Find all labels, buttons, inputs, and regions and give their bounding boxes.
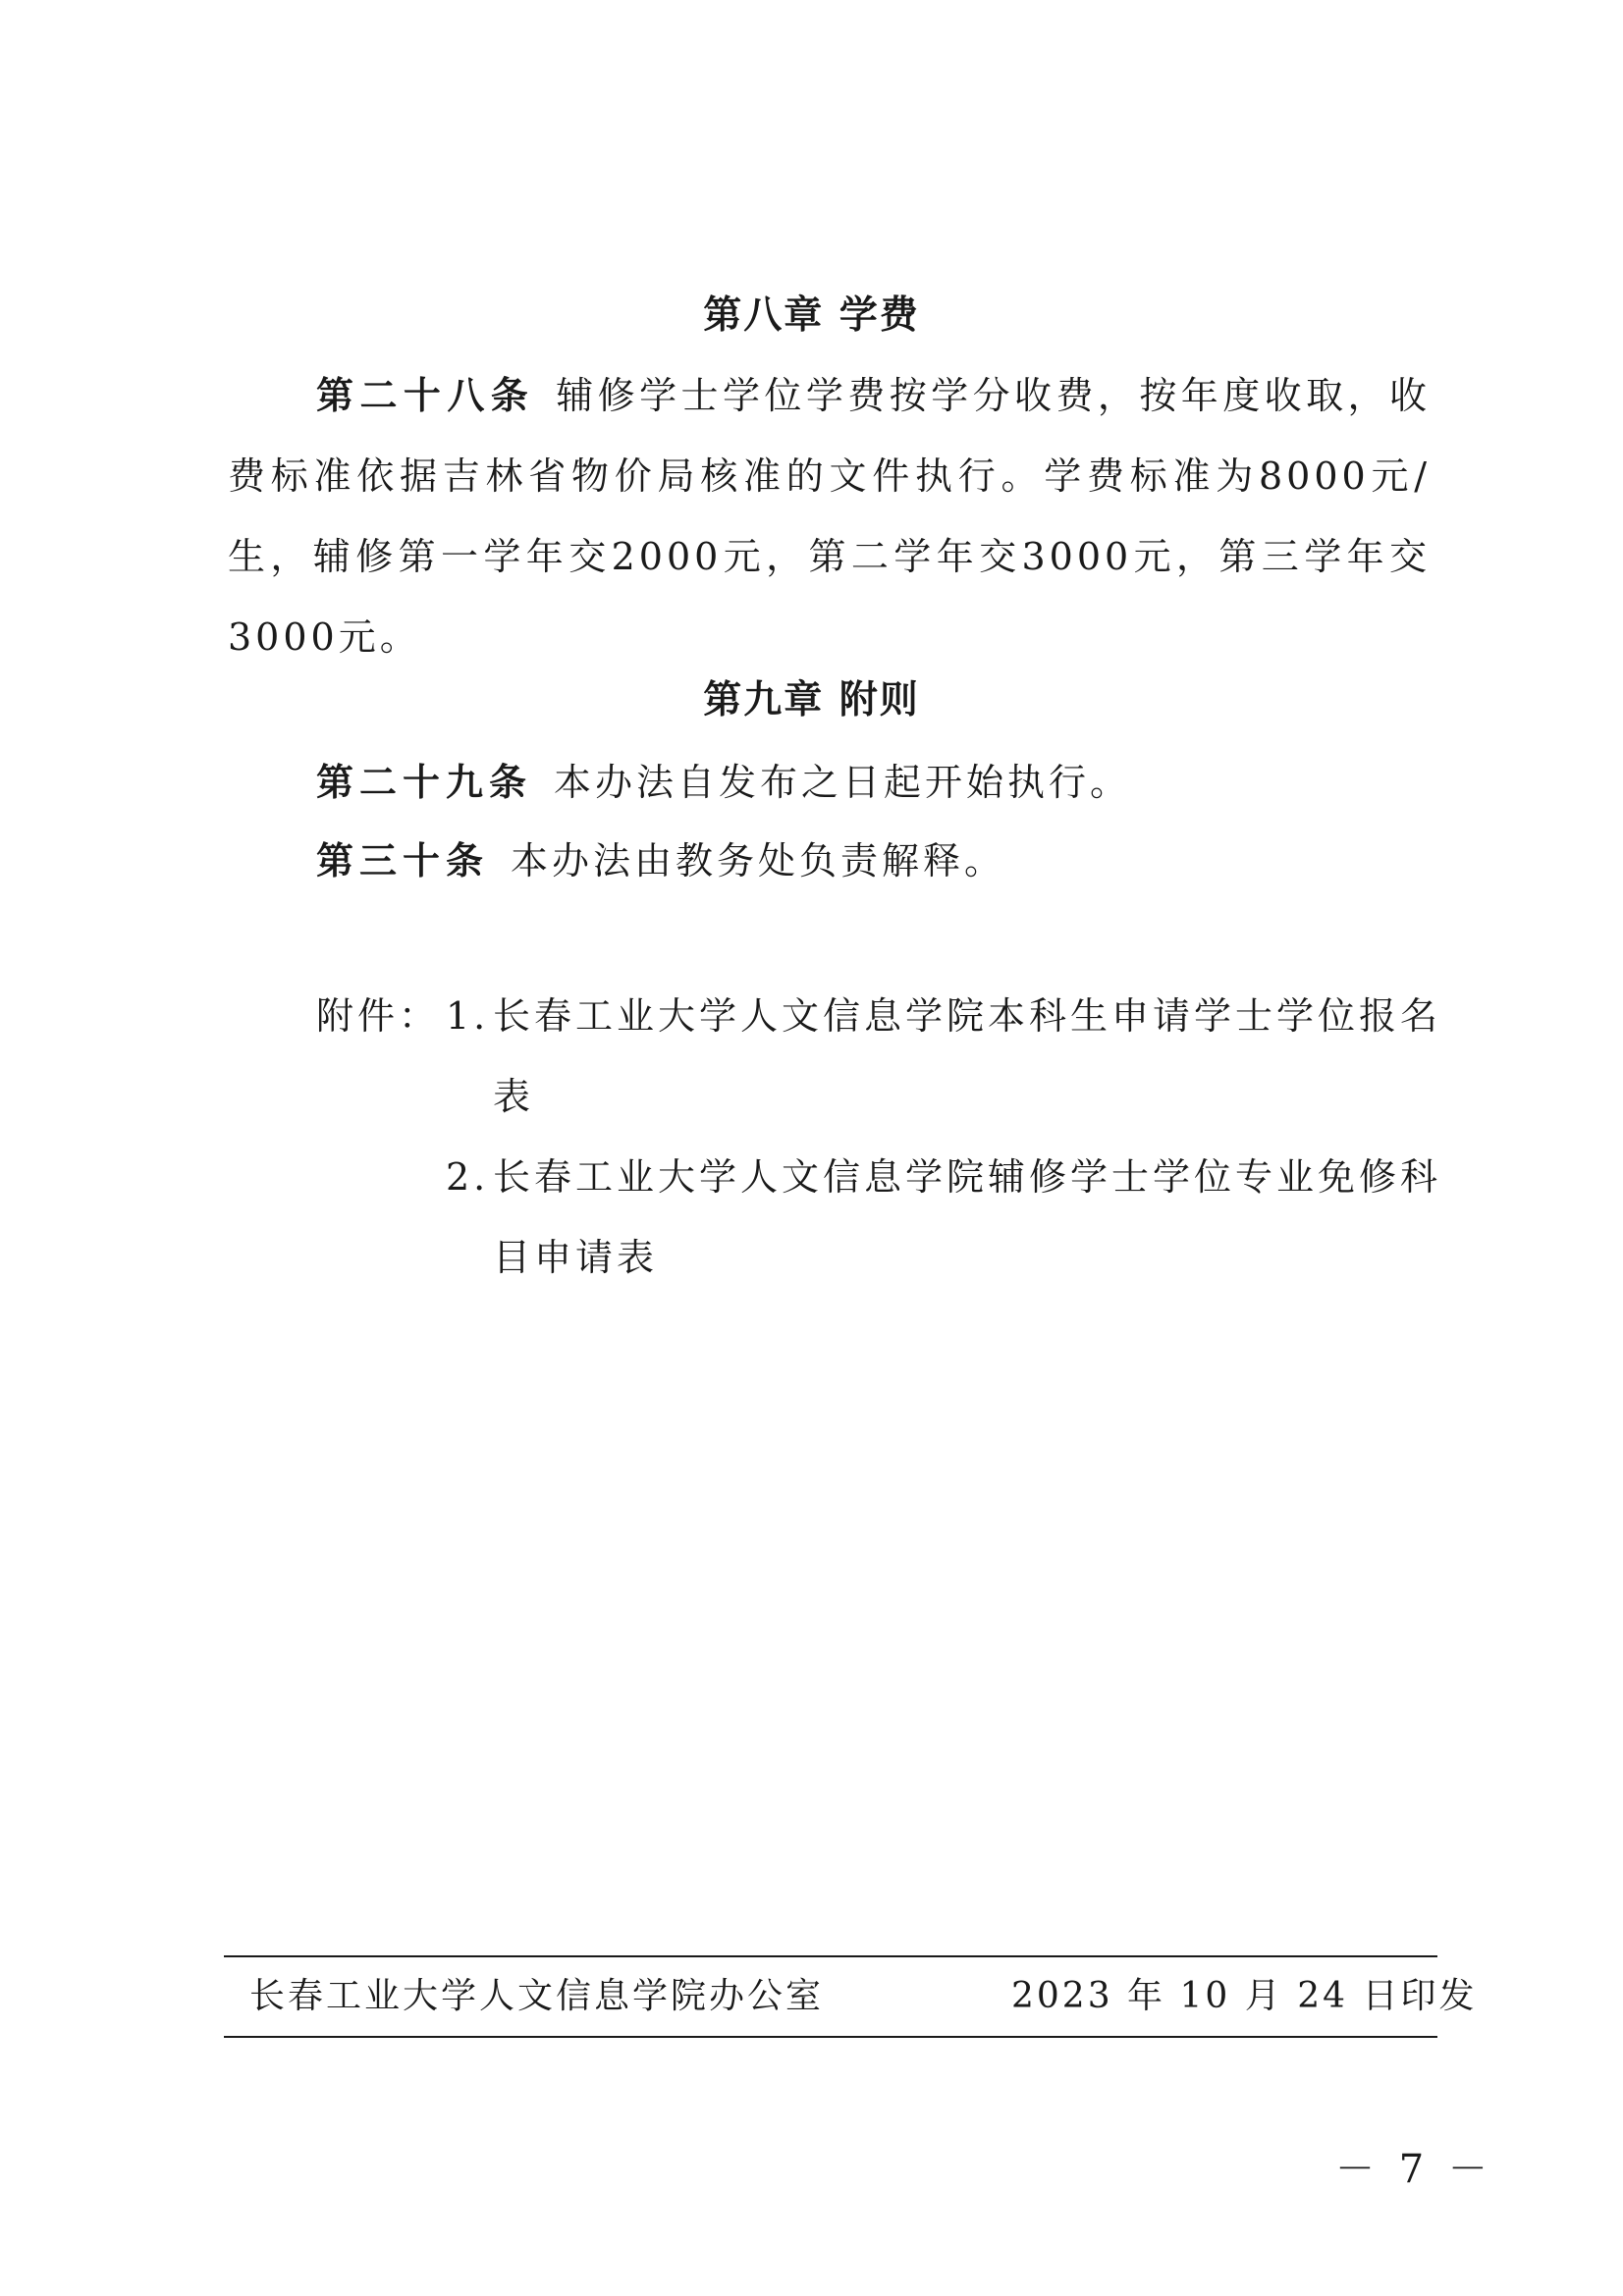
article-30-text: 本办法由教务处负责解释。 [511, 839, 1006, 882]
attachments-list [316, 976, 1455, 1298]
article-28 [228, 355, 1431, 677]
footer-date: 2023 年 10 月 24 日印发 [1011, 1976, 1478, 2016]
article-30-number: 第三十条 [316, 839, 490, 882]
article-29-number: 第二十九条 [316, 761, 533, 804]
article-28-number: 第二十八条 [316, 374, 535, 417]
attachment-1-number: 1. [446, 994, 490, 1038]
attachment-item-1 [316, 976, 1455, 1137]
footer-bottom-rule [224, 2036, 1437, 2038]
article-30 [316, 821, 1445, 901]
attachment-2-text: 长春工业大学人文信息学院辅修学士学位专业免修科目申请表 [493, 1155, 1442, 1279]
chapter-9-title: 第九章 附则 [703, 678, 920, 722]
page-number: － 7 － [1335, 2147, 1493, 2192]
attachments-label: 附件： [316, 994, 441, 1038]
attachment-1-text: 长春工业大学人文信息学院本科生申请学士学位报名表 [493, 994, 1442, 1118]
article-29 [316, 742, 1445, 823]
footer-top-rule [224, 1955, 1437, 1957]
article-28-text: 辅修学士学位学费按学分收费，按年度收取，收费标准依据吉林省物价局核准的文件执行。学费标准为8000元/生，辅修第一学年交2000元，第二学年交3000元，第三学年交3000元。 [228, 374, 1431, 659]
article-29-text: 本办法自发布之日起开始执行。 [554, 761, 1132, 804]
attachment-item-2 [316, 1137, 1455, 1298]
footer-issuer: 长春工业大学人文信息学院办公室 [249, 1976, 825, 2016]
attachment-2-number: 2. [446, 1155, 490, 1199]
chapter-8-title: 第八章 学费 [703, 294, 920, 338]
